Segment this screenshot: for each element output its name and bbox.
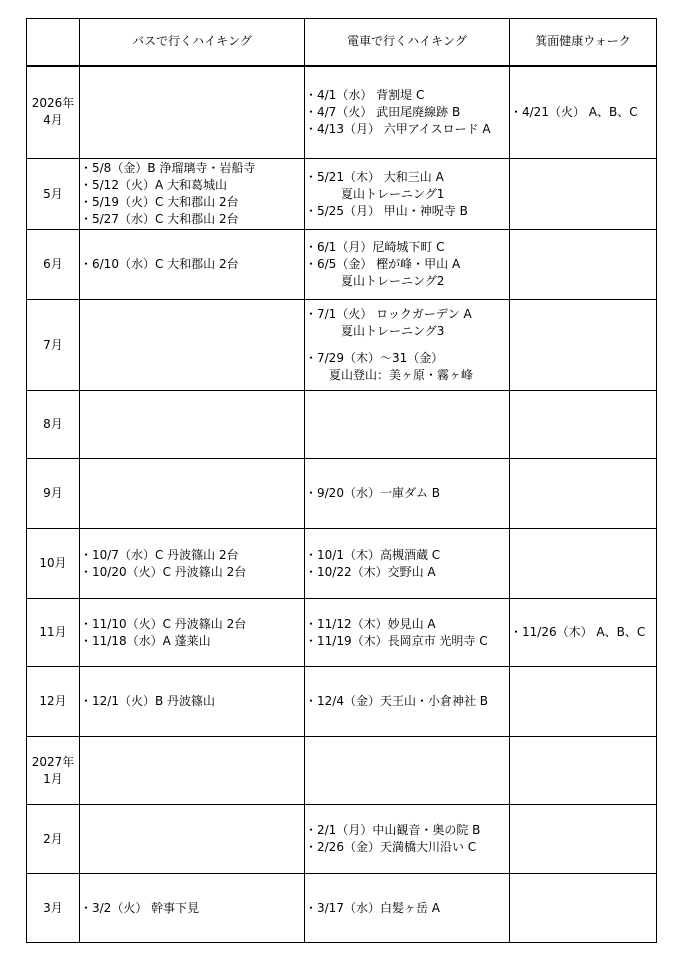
bus-hiking-cell [80, 66, 305, 159]
schedule-table [26, 18, 657, 943]
month-row [27, 300, 657, 391]
train-hiking-cell-line: ・2/1（月）中山観音・奥の院 B [305, 823, 481, 837]
minoh-walk-cell [510, 459, 657, 529]
bus-hiking-cell-line: ・12/1（火）B 丹波篠山 [80, 694, 215, 708]
month-label-line: 1月 [43, 771, 63, 786]
month-label [27, 300, 80, 391]
month-label-line: 4月 [43, 113, 63, 128]
header-train-hiking: 電車で行くハイキング [305, 19, 510, 66]
train-hiking-cell [305, 300, 510, 391]
train-hiking-cell-line: ・2/26（金）天満橋大川沿い C [305, 840, 477, 854]
train-hiking-cell-line: ・5/25（月） 甲山・神呪寺 B [305, 203, 468, 218]
train-hiking-cell [305, 230, 510, 300]
train-hiking-cell-line: 夏山トレーニング3 [305, 324, 445, 338]
minoh-walk-cell [510, 737, 657, 805]
minoh-walk-cell [510, 391, 657, 459]
bus-hiking-cell [80, 874, 305, 943]
line-gap [305, 340, 509, 350]
train-hiking-cell-line: ・3/17（水）白髪ヶ岳 A [305, 900, 440, 915]
month-row [27, 805, 657, 874]
month-label [27, 874, 80, 943]
month-row [27, 874, 657, 943]
month-label-line: 9月 [43, 486, 63, 500]
month-label-line: 12月 [39, 694, 67, 708]
header-bus-hiking: バスで行くハイキング [80, 19, 305, 66]
bus-hiking-cell [80, 667, 305, 737]
bus-hiking-cell-line: ・5/19（火）C 大和郡山 2台 [80, 195, 239, 209]
train-hiking-cell-line: ・4/1（水） 背割堤 C [305, 87, 425, 102]
train-hiking-cell [305, 737, 510, 805]
minoh-walk-cell [510, 66, 657, 159]
month-label-line: 8月 [43, 417, 63, 431]
train-hiking-cell-line: ・5/21（木） 大和三山 A [305, 169, 444, 184]
minoh-walk-cell [510, 529, 657, 599]
month-label [27, 599, 80, 667]
minoh-walk-cell [510, 300, 657, 391]
bus-hiking-cell [80, 805, 305, 874]
bus-hiking-cell-line: ・3/2（火） 幹事下見 [80, 900, 200, 915]
minoh-walk-cell [510, 230, 657, 300]
month-row [27, 66, 657, 159]
header-corner [27, 19, 80, 66]
bus-hiking-cell-line: ・5/27（水）C 大和郡山 2台 [80, 212, 239, 226]
train-hiking-cell [305, 529, 510, 599]
bus-hiking-cell-line: ・11/18（水）A 蓬莱山 [80, 633, 211, 648]
bus-hiking-cell-line: ・10/20（火）C 丹波篠山 2台 [80, 564, 247, 579]
train-hiking-cell [305, 874, 510, 943]
month-label [27, 737, 80, 805]
bus-hiking-cell [80, 391, 305, 459]
month-label [27, 230, 80, 300]
bus-hiking-cell [80, 599, 305, 667]
bus-hiking-cell [80, 529, 305, 599]
month-label-line: 6月 [43, 257, 63, 271]
month-row [27, 391, 657, 459]
month-row [27, 459, 657, 529]
train-hiking-cell-line: ・6/1（月）尼崎城下町 C [305, 240, 445, 254]
train-hiking-cell-line: ・4/13（月） 六甲アイスロード A [305, 121, 491, 136]
train-hiking-cell-line: ・10/22（木）交野山 A [305, 564, 436, 579]
month-label-line: 3月 [43, 900, 63, 915]
month-label [27, 667, 80, 737]
bus-hiking-cell [80, 159, 305, 230]
train-hiking-cell-line: ・7/29（木）～31（金） [305, 351, 444, 365]
bus-hiking-cell [80, 459, 305, 529]
month-label-line: 7月 [43, 337, 63, 352]
train-hiking-cell-line: ・12/4（金）天王山・小倉神社 B [305, 694, 488, 708]
minoh-walk-cell [510, 805, 657, 874]
month-label [27, 529, 80, 599]
train-hiking-cell [305, 459, 510, 529]
month-label-line: 2月 [43, 831, 63, 846]
minoh-walk-cell [510, 874, 657, 943]
train-hiking-cell-line: ・7/1（火） ロックガーデン A [305, 307, 472, 321]
train-hiking-cell-line: 夏山トレーニング1 [305, 186, 445, 201]
month-row [27, 230, 657, 300]
train-hiking-cell-line: ・11/12（木）妙見山 A [305, 616, 436, 631]
bus-hiking-cell-line: ・10/7（水）C 丹波篠山 2台 [80, 547, 239, 562]
header-row [27, 19, 657, 66]
month-label-line: 5月 [43, 186, 63, 201]
month-label [27, 391, 80, 459]
month-row [27, 529, 657, 599]
month-label-line: 10月 [39, 556, 67, 570]
train-hiking-cell [305, 805, 510, 874]
month-label-line: 2027年 [31, 754, 75, 769]
minoh-walk-cell-line: ・4/21（火） A、B、C [510, 104, 638, 119]
month-row [27, 599, 657, 667]
minoh-walk-cell-line: ・11/26（木） A、B、C [510, 625, 646, 639]
month-row [27, 159, 657, 230]
bus-hiking-cell [80, 230, 305, 300]
month-row [27, 737, 657, 805]
train-hiking-cell-line: ・4/7（火） 武田尾廃線跡 B [305, 104, 461, 119]
train-hiking-cell [305, 667, 510, 737]
bus-hiking-cell-line: ・11/10（火）C 丹波篠山 2台 [80, 616, 247, 631]
month-label [27, 159, 80, 230]
month-label [27, 805, 80, 874]
train-hiking-cell [305, 391, 510, 459]
month-label [27, 66, 80, 159]
bus-hiking-cell-line: ・5/8（金）B 浄瑠璃寺・岩船寺 [80, 161, 256, 175]
bus-hiking-cell-line: ・5/12（火）A 大和葛城山 [80, 178, 227, 192]
month-label-line: 2026年 [31, 96, 75, 111]
train-hiking-cell-line: ・10/1（木）高槻酒蔵 C [305, 547, 441, 562]
train-hiking-cell-line: ・6/5（金） 樫が峰・甲山 A [305, 257, 461, 271]
month-row [27, 667, 657, 737]
header-minoh-walk: 箕面健康ウォーク [510, 19, 657, 66]
train-hiking-cell-line: ・9/20（水）一庫ダム B [305, 486, 440, 500]
train-hiking-cell [305, 159, 510, 230]
bus-hiking-cell [80, 300, 305, 391]
month-label [27, 459, 80, 529]
train-hiking-cell-line: ・11/19（木）長岡京市 光明寺 C [305, 633, 488, 648]
train-hiking-cell [305, 66, 510, 159]
train-hiking-cell [305, 599, 510, 667]
minoh-walk-cell [510, 667, 657, 737]
minoh-walk-cell [510, 599, 657, 667]
bus-hiking-cell [80, 737, 305, 805]
month-label-line: 11月 [39, 625, 67, 639]
train-hiking-cell-line: 夏山トレーニング2 [305, 274, 445, 288]
bus-hiking-cell-line: ・6/10（水）C 大和郡山 2台 [80, 257, 239, 271]
minoh-walk-cell [510, 159, 657, 230]
train-hiking-cell-line: 夏山登山：美ヶ原・霧ヶ峰 [305, 368, 474, 382]
